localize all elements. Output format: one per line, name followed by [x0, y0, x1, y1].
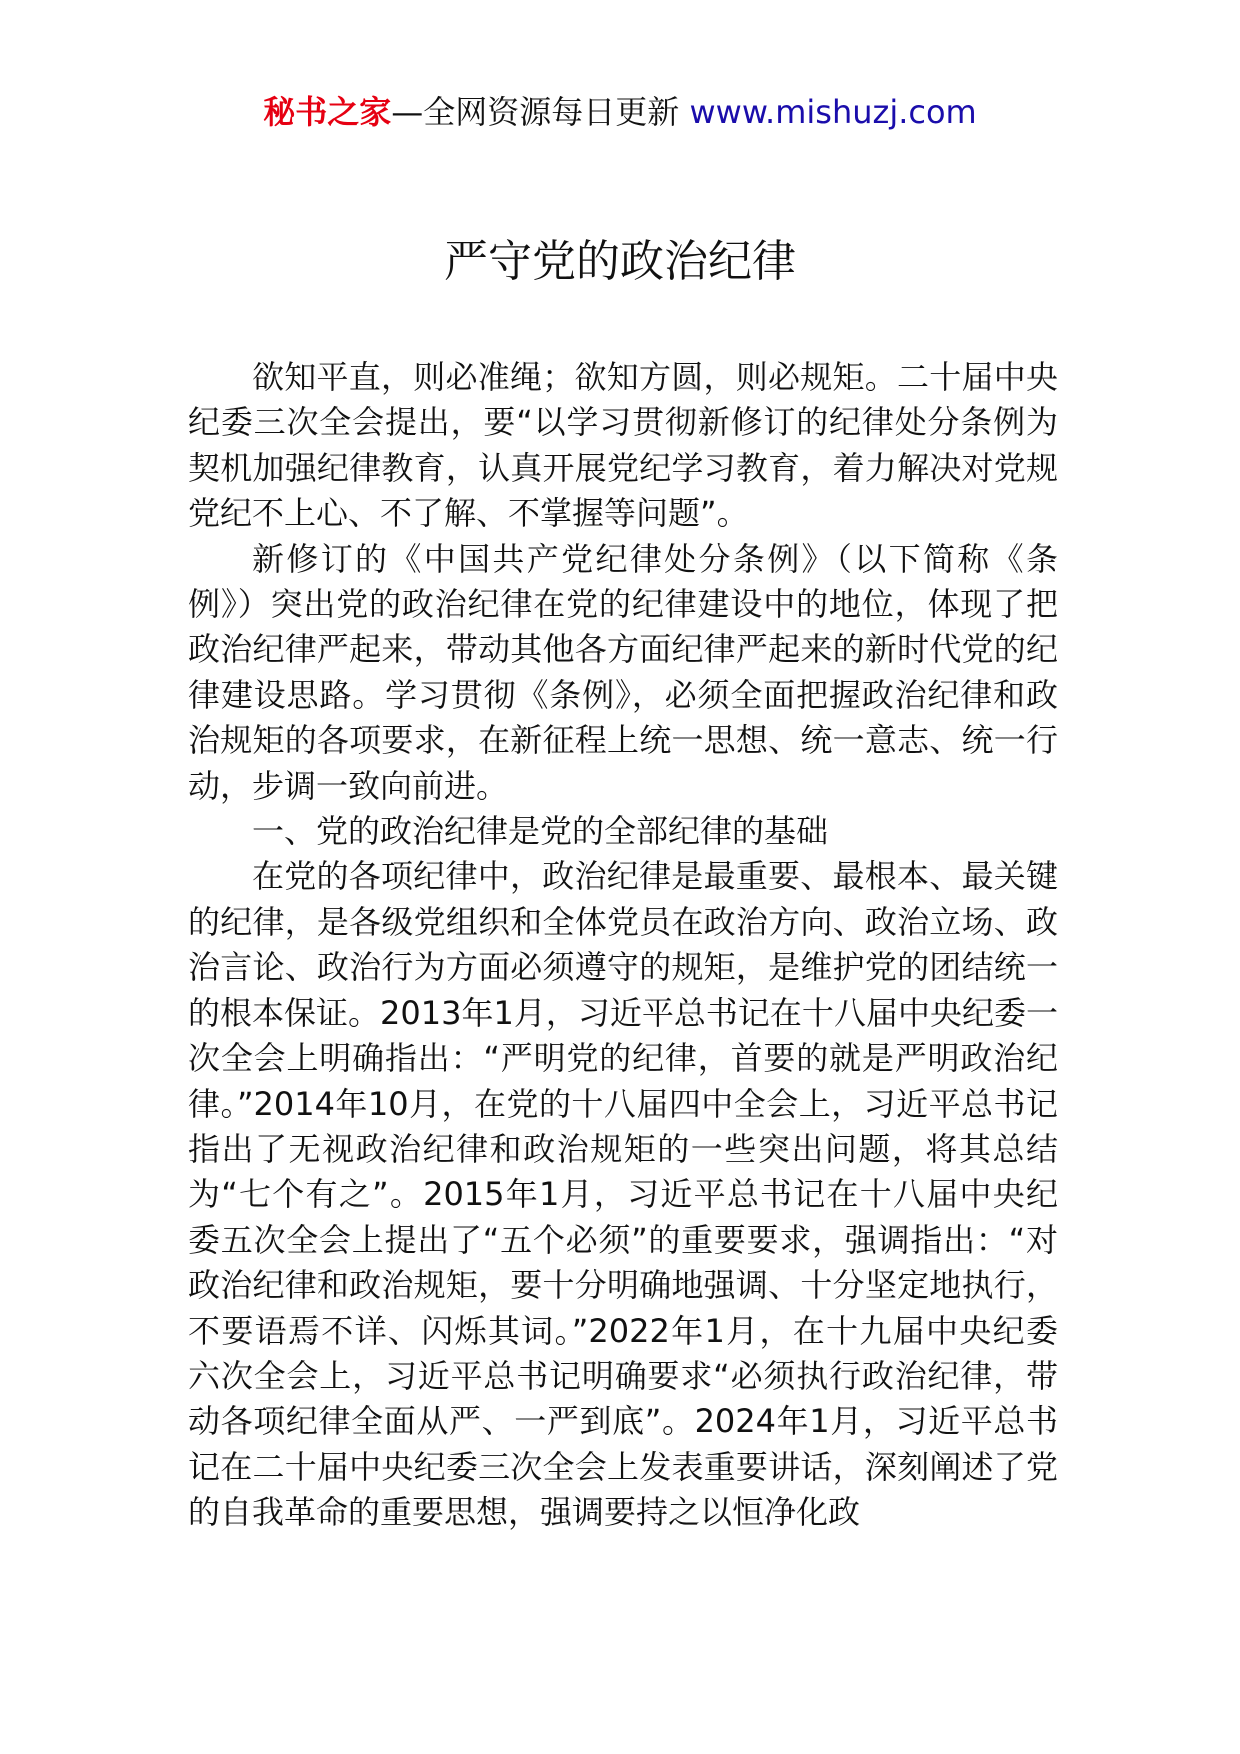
section-heading-1: 一、党的政治纪律是党的全部纪律的基础	[252, 812, 829, 851]
paragraph-political-discipline: 在党的各项纪律中，政治纪律是最重要、最根本、最关键的纪律，是各级党组织和全体党员在政治方向、政治立场、政治言论、政治行为方面必须遵守的规矩，是维护党的团结统一的根本保证。2013年1月，习近平总书记在十八届中央纪委一次全会上明确指出：“严明党的纪律，首要的就是严明政治纪律。”2014年10月，在党的十八届四中全会上，习近平总书记指出了无视政治纪律和政治规矩的一些突出问题，将其总结为“七个有之”。2015年1月，习近平总书记在十八届中央纪委五次全会上提出了“五个必须”的重要要求，强调指出：“对政治纪律和政治规矩，要十分明确地强调、十分坚定地执行，不要语焉不详、闪烁其词。”2022年1月，在十九届中央纪委六次全会上，习近平总书记明确要求“必须执行政治纪律，带动各项纪律全面从严、一严到底”。2024年1月，习近平总书记在二十届中央纪委三次全会上发表重要讲话，深刻阐述了党的自我革命的重要思想，强调要持之以恒净化政	[188, 857, 1058, 1532]
site-tagline: —全网资源每日更新	[391, 93, 680, 131]
paragraph-regulation: 新修订的《中国共产党纪律处分条例》（以下简称《条例》）突出党的政治纪律在党的纪律建设中的地位，体现了把政治纪律严起来，带动其他各方面纪律严起来的新时代党的纪律建设思路。学习贯彻《条例》，必须全面把握政治纪律和政治规矩的各项要求，在新征程上统一思想、统一意志、统一行动，步调一致向前进。	[188, 539, 1058, 805]
paragraph-intro: 欲知平直，则必准绳；欲知方圆，则必规矩。二十届中央纪委三次全会提出，要“以学习贯彻新修订的纪律处分条例为契机加强纪律教育，认真开展党纪学习教育，着力解决对党规党纪不上心、不了解、不掌握等问题”。	[188, 358, 1058, 533]
site-url-link[interactable]: www.mishuzj.com	[689, 93, 977, 131]
document-body	[188, 355, 1058, 1536]
site-brand: 秘书之家	[263, 93, 392, 131]
site-header	[0, 90, 1240, 134]
document-title: 严守党的政治纪律	[444, 236, 796, 287]
